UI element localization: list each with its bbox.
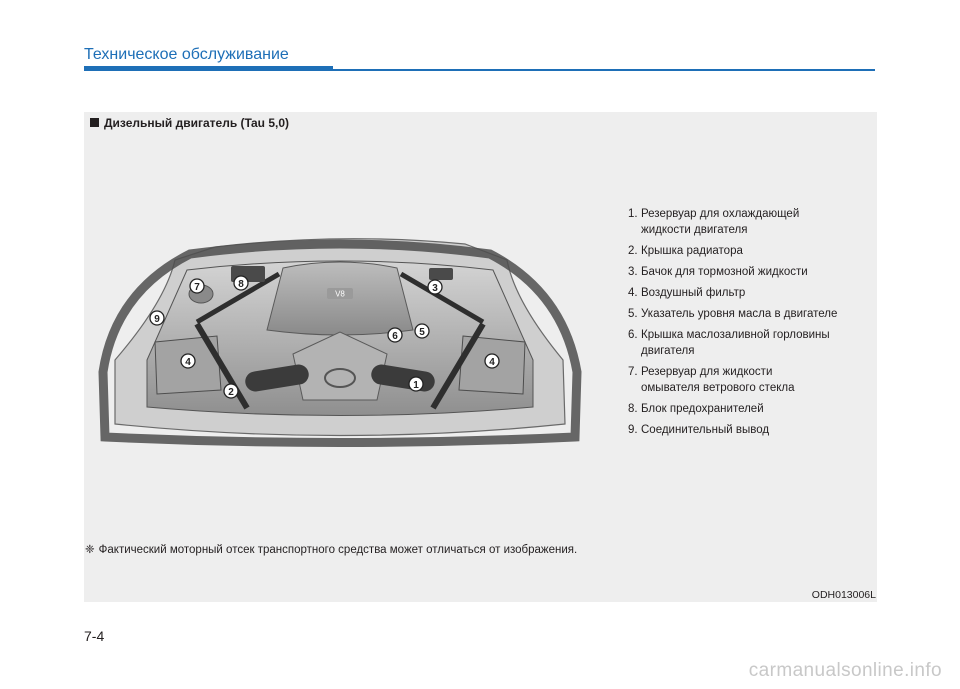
legend-item xyxy=(628,401,878,417)
legend-text: Крышка маслозаливной горловины двигателя xyxy=(641,329,830,357)
figure-note xyxy=(85,542,577,556)
callout-7 xyxy=(190,279,204,293)
callout-9 xyxy=(150,311,164,325)
legend-item xyxy=(628,285,878,301)
legend-number: 6. xyxy=(628,329,638,341)
legend-number: 2. xyxy=(628,245,638,257)
legend-text: Соединительный вывод xyxy=(641,424,770,436)
callout-6 xyxy=(388,328,402,342)
callout-1-label: 1 xyxy=(413,380,419,391)
page-number: 7-4 xyxy=(84,628,105,644)
section-title: Техническое обслуживание xyxy=(84,46,289,63)
callout-2-label: 2 xyxy=(228,387,234,398)
callout-5-label: 5 xyxy=(419,327,425,338)
legend-item xyxy=(628,206,878,238)
legend-item xyxy=(628,306,878,322)
brake-fluid-reservoir xyxy=(429,268,453,280)
legend-text: Воздушный фильтр xyxy=(641,287,746,299)
legend-number: 5. xyxy=(628,308,638,320)
parts-legend xyxy=(628,206,878,443)
callout-8 xyxy=(234,276,248,290)
watermark: carmanualsonline.info xyxy=(748,660,942,681)
legend-text: Блок предохранителей xyxy=(641,403,764,415)
legend-text: Указатель уровня масла в двигателе xyxy=(641,308,838,320)
note-mark-icon: ❈ xyxy=(85,544,95,556)
legend-item xyxy=(628,327,878,359)
legend-number: 9. xyxy=(628,424,638,436)
callout-6-label: 6 xyxy=(392,331,398,342)
legend-item xyxy=(628,243,878,259)
callout-1 xyxy=(409,377,423,391)
square-bullet-icon xyxy=(90,118,99,127)
legend-text: Крышка радиатора xyxy=(641,245,743,257)
figure-note-text: Фактический моторный отсек транспортного средства может отличаться от изображения. xyxy=(98,544,578,556)
header-rule-accent xyxy=(84,66,333,71)
legend-number: 4. xyxy=(628,287,638,299)
legend-item xyxy=(628,264,878,280)
figure-heading xyxy=(90,116,289,130)
callout-7-label: 7 xyxy=(194,282,200,293)
legend-number: 8. xyxy=(628,403,638,415)
legend-number: 3. xyxy=(628,266,638,278)
legend-text: Резервуар для охлаждающей жидкости двигателя xyxy=(641,208,800,236)
legend-number: 1. xyxy=(628,208,638,220)
legend-item xyxy=(628,364,878,396)
callout-4-left xyxy=(181,354,195,368)
figure-code: ODH013006L xyxy=(811,589,876,601)
callout-3-label: 3 xyxy=(432,283,438,294)
callout-4-right xyxy=(485,354,499,368)
engine-compartment-illustration xyxy=(95,232,585,447)
legend-item xyxy=(628,422,878,438)
figure-heading-text: Дизельный двигатель (Tau 5,0) xyxy=(104,116,289,130)
callout-4-right-label: 4 xyxy=(489,357,495,368)
callout-3 xyxy=(428,280,442,294)
callout-9-label: 9 xyxy=(154,314,160,325)
header-rule xyxy=(333,69,875,71)
legend-text: Бачок для тормозной жидкости xyxy=(641,266,808,278)
legend-number: 7. xyxy=(628,366,638,378)
callout-4-left-label: 4 xyxy=(185,357,191,368)
legend-text: Резервуар для жидкости омывателя ветрового стекла xyxy=(641,366,795,394)
engine-badge: V8 xyxy=(335,289,345,299)
callout-8-label: 8 xyxy=(238,279,244,290)
callout-2 xyxy=(224,384,238,398)
callout-5 xyxy=(415,324,429,338)
